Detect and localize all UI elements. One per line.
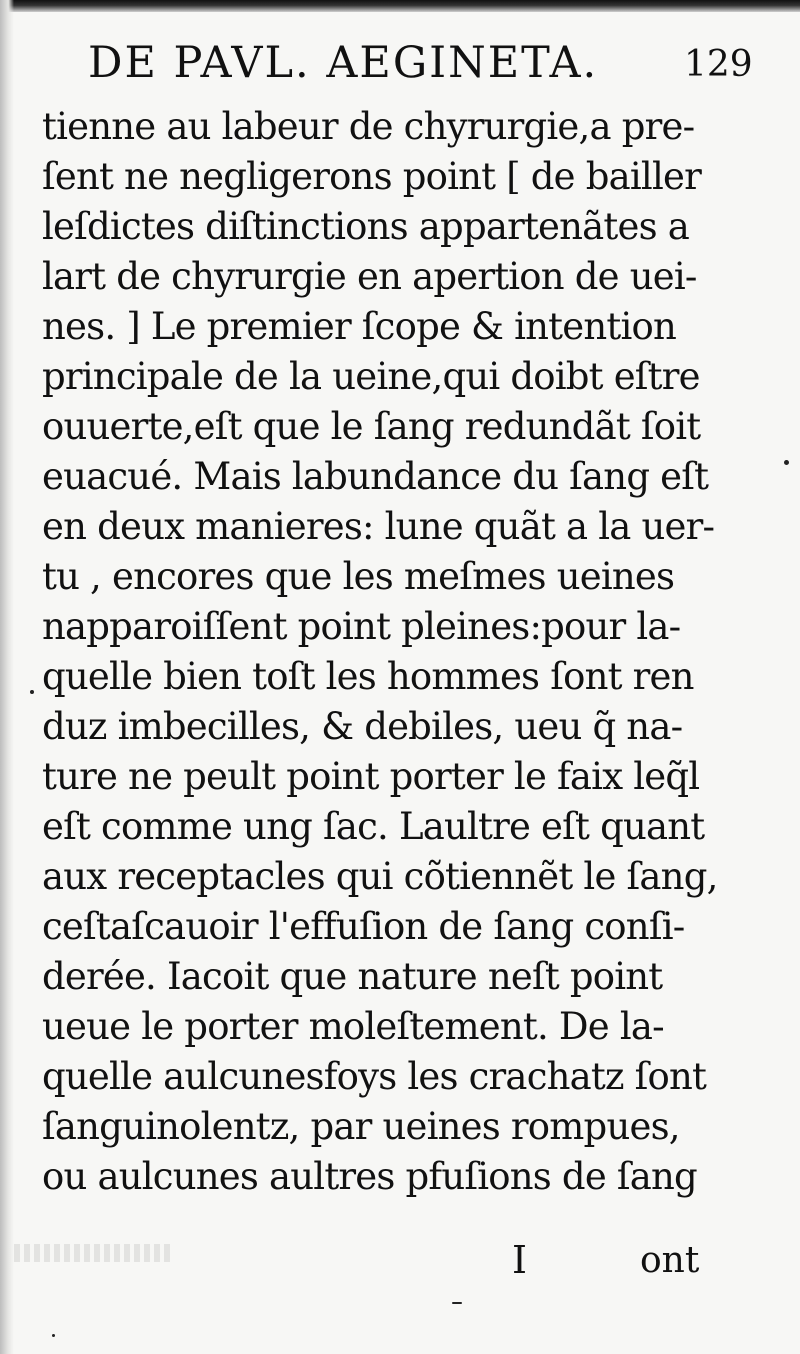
- text-line: duz imbecilles, & debiles, ueu q̃ na-: [42, 705, 683, 748]
- text-line: tienne au labeur de chyrurgie,a pre-: [42, 105, 695, 148]
- text-line: lart de chyrurgie en apertion de uei-: [42, 255, 697, 298]
- text-line: ouuerte,eſt que le ſang redundãt ſoit: [42, 405, 701, 448]
- text-line: ou aulcunes aultres pfuſions de ſang: [42, 1155, 697, 1198]
- text-line: quelle aulcunesfoys les crachatz ſont: [42, 1055, 707, 1098]
- text-line: ſanguinolentz, par ueines rompues,: [42, 1105, 680, 1148]
- text-line: tu , encores que les meſmes ueines: [42, 555, 675, 598]
- gutter-shadow: [0, 0, 14, 1354]
- text-line: ture ne peult point porter le faix leq̃l: [42, 755, 700, 798]
- text-line: nes. ] Le premier ſcope & intention: [42, 305, 676, 348]
- page-top-edge: [0, 0, 800, 12]
- text-line: derée. Iacoit que nature neſt point: [42, 955, 663, 998]
- running-head: DE PAVL. AEGINETA.: [88, 38, 599, 88]
- text-line: eſt comme ung ſac. Laultre eſt quant: [42, 805, 705, 848]
- text-line: ueue le porter moleſtement. De la-: [42, 1005, 664, 1048]
- text-line: quelle bien toſt les hommes ſont ren: [42, 655, 694, 698]
- text-line: euacué. Mais labundance du ſang eſt: [42, 455, 709, 498]
- body-text: [42, 102, 732, 1202]
- ink-speck: [30, 690, 34, 694]
- text-line: principale de la ueine,qui doibt eſtre: [42, 355, 700, 398]
- show-through-text: [14, 1244, 174, 1262]
- text-line: leſdictes diſtinctions appartenãtes a: [42, 205, 690, 248]
- ink-speck: [452, 1302, 462, 1304]
- signature-mark: I: [512, 1238, 528, 1282]
- text-line: aux receptacles qui cõtiennẽt le ſang,: [42, 855, 718, 898]
- text-line: ſent ne negligerons point [ de bailler: [42, 155, 701, 198]
- ink-speck: [52, 1334, 55, 1337]
- page-number: 129: [684, 44, 753, 85]
- catchword: ont: [640, 1240, 700, 1281]
- text-line: napparoiſſent point pleines:pour la-: [42, 605, 681, 648]
- text-line: ceſtaſcauoir l'effuſion de ſang conſi-: [42, 905, 685, 948]
- text-line: en deux manieres: lune quãt a la uer-: [42, 505, 715, 548]
- ink-speck: [784, 460, 789, 465]
